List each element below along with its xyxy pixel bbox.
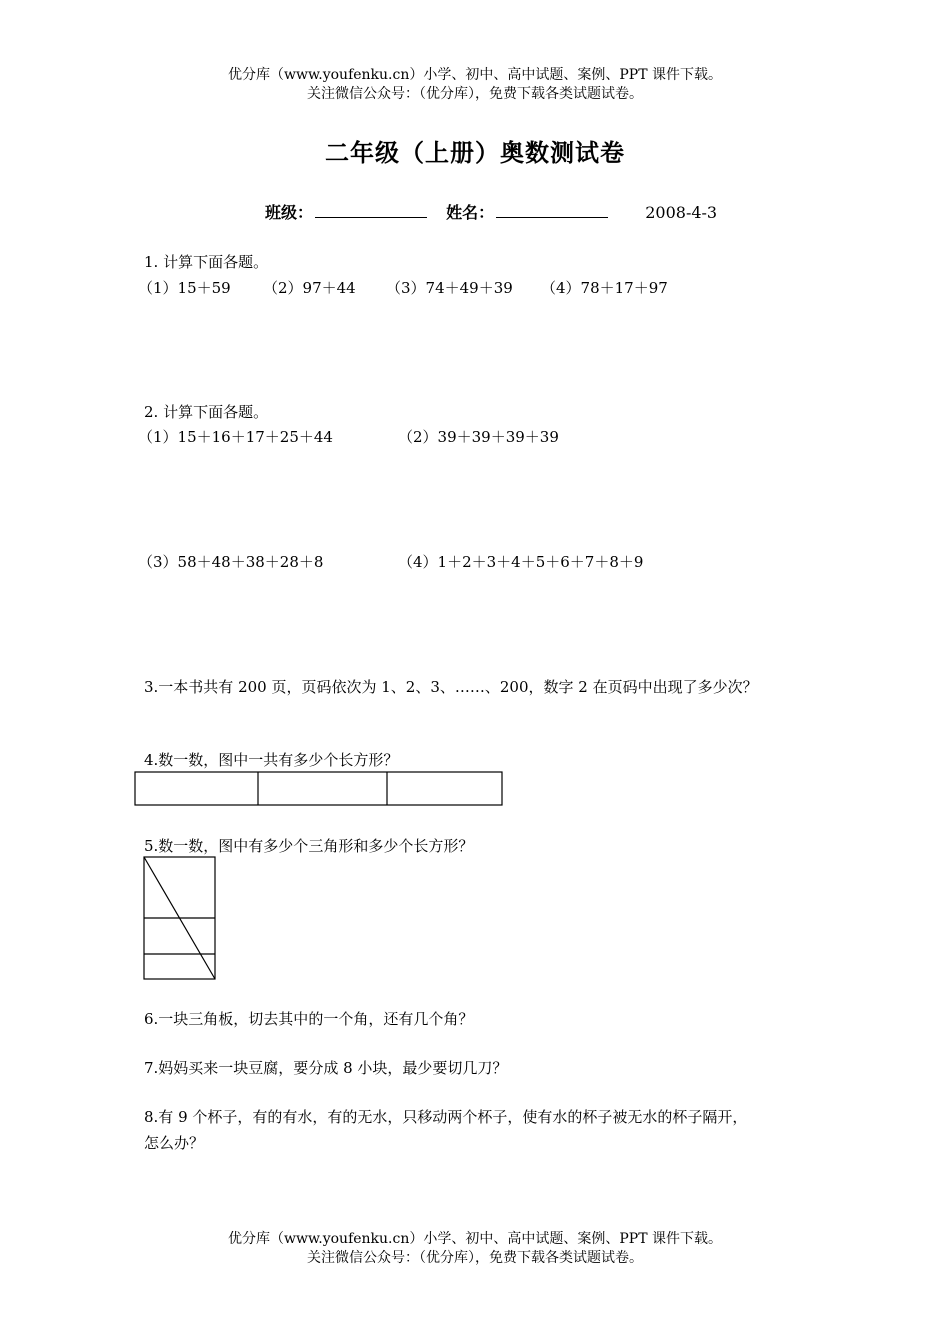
q5-text: 5.数一数，图中有多少个三角形和多少个长方形？ bbox=[144, 837, 474, 855]
q4-text: 4.数一数，图中一共有多少个长方形？ bbox=[144, 751, 399, 769]
class-blank bbox=[315, 203, 427, 218]
footer-line-1: 优分库（www.youfenku.cn）小学、初中、高中试题、案例、PPT 课件下载。 bbox=[227, 1231, 722, 1247]
q2-item-4: （4）1＋2＋3＋4＋5＋6＋7＋8＋9 bbox=[398, 553, 644, 571]
q6-text: 6.一块三角板，切去其中的一个角，还有几个角？ bbox=[144, 1010, 474, 1028]
q1-prompt: 1. 计算下面各题。 bbox=[144, 253, 269, 271]
name-label: 姓名： bbox=[446, 203, 495, 222]
header-line-1: 优分库（www.youfenku.cn）小学、初中、高中试题、案例、PPT 课件下载。 bbox=[227, 67, 722, 83]
student-info-row bbox=[265, 200, 717, 223]
class-label: 班级： bbox=[265, 203, 314, 222]
page-title: 二年级（上册）奥数测试卷 bbox=[325, 138, 625, 167]
q2-item-1: （1）15＋16＋17＋25＋44 bbox=[138, 428, 333, 446]
header-line-2: 关注微信公众号：（优分库），免费下载各类试题试卷。 bbox=[307, 86, 643, 102]
q2-item-3: （3）58＋48＋38＋28＋8 bbox=[138, 553, 324, 571]
q8-line-1: 8.有 9 个杯子，有的有水，有的无水，只移动两个杯子，使有水的杯子被无水的杯子隔开， bbox=[144, 1108, 748, 1126]
name-blank bbox=[496, 203, 608, 218]
q8-line-2: 怎么办？ bbox=[144, 1134, 205, 1152]
q2-prompt: 2. 计算下面各题。 bbox=[144, 403, 269, 421]
q1-item-1: （1）15＋59 bbox=[138, 279, 231, 297]
footer-line-2: 关注微信公众号：（优分库），免费下载各类试题试卷。 bbox=[307, 1250, 643, 1266]
q2-item-2: （2）39＋39＋39＋39 bbox=[398, 428, 559, 446]
q4-rectangle-figure bbox=[134, 771, 504, 807]
q1-item-2: （2）97＋44 bbox=[263, 279, 356, 297]
q1-item-4: （4）78＋17＋97 bbox=[541, 279, 668, 297]
test-date: 2008-4-3 bbox=[645, 203, 718, 222]
q5-triangle-rectangle-figure bbox=[143, 856, 217, 982]
q3-text: 3.一本书共有 200 页，页码依次为 1、2、3、……、200，数字 2 在页码中出现了多少次？ bbox=[144, 678, 758, 696]
q7-text: 7.妈妈买来一块豆腐，要分成 8 小块，最少要切几刀？ bbox=[144, 1059, 508, 1077]
q1-item-3: （3）74＋49＋39 bbox=[386, 279, 513, 297]
